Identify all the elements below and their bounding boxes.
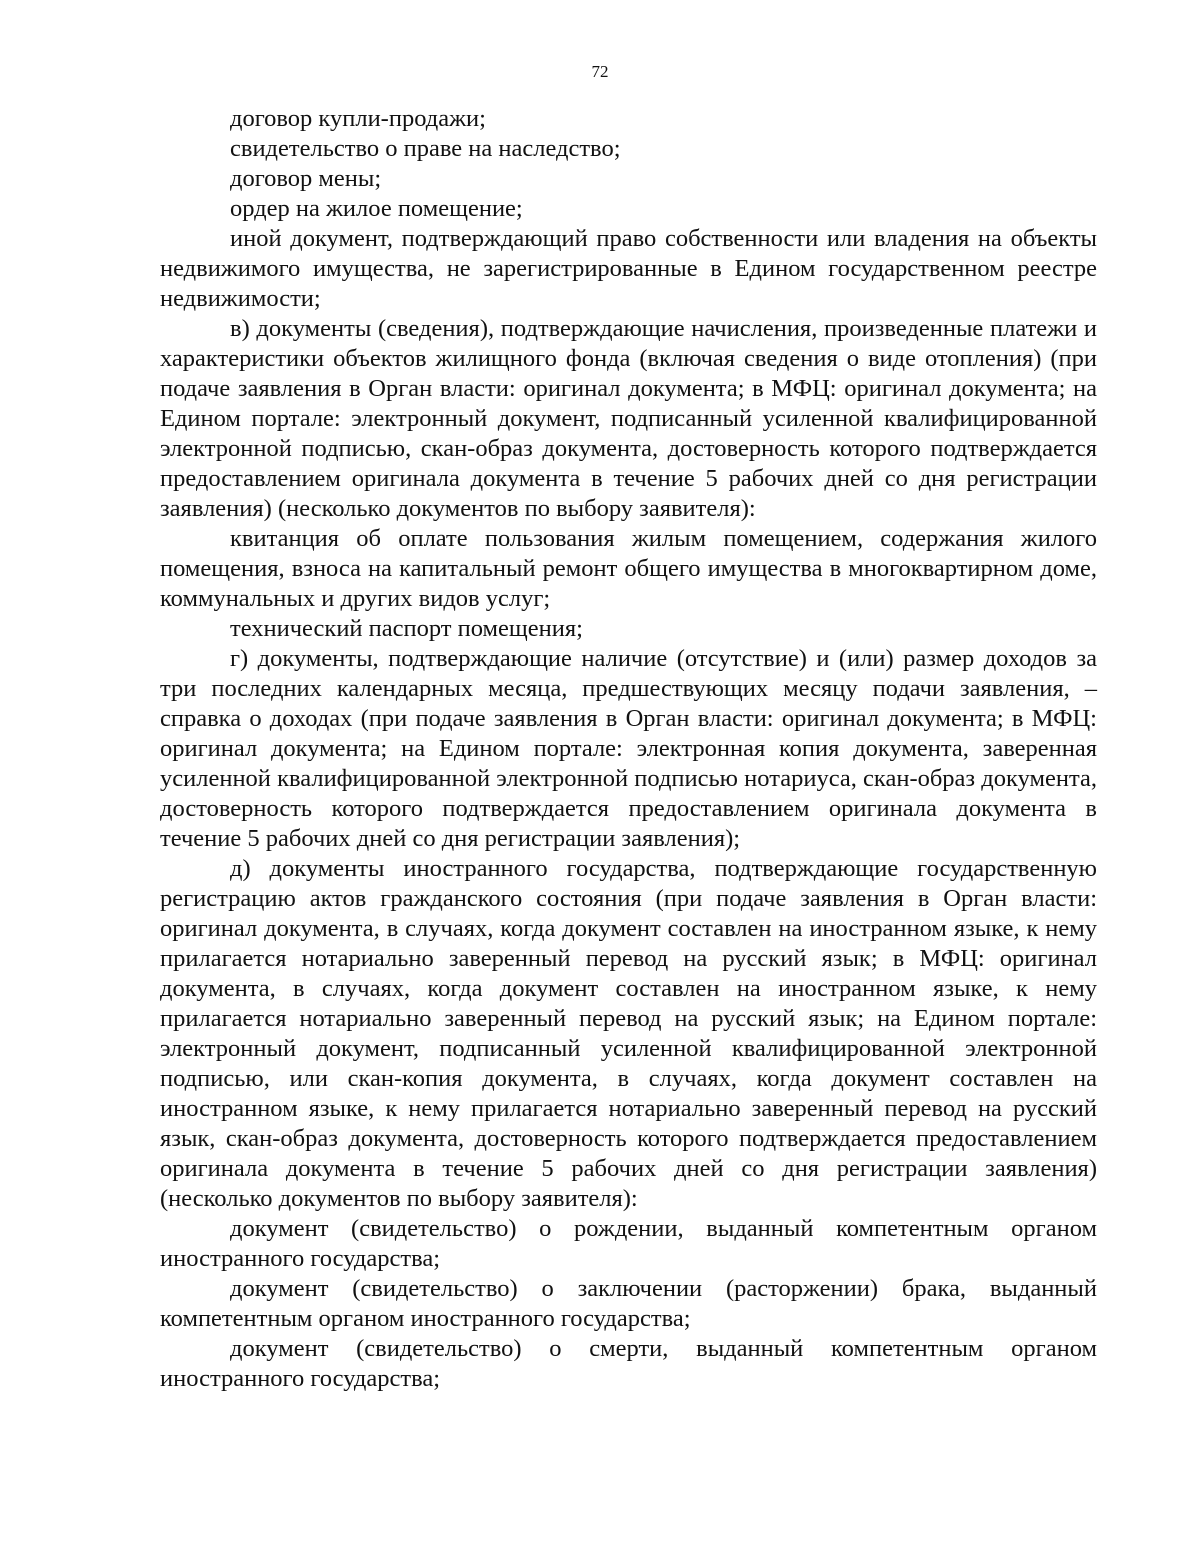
paragraph-item-g: г) документы, подтверждающие наличие (отсутствие) и (или) размер доходов за три последних календарных месяца, предшествующих месяцу подачи заявления, – справка о доходах (при подаче заявления в Орган власти: оригинал документа; в МФЦ: оригинал документа; на Едином портале: электронная копия документа, заверенная усиленной квалифицированной электронной подписью нотариуса, скан-образ документа, достоверность которого подтверждается предоставлением оригинала документа в течение 5 рабочих дней со дня регистрации заявления); bbox=[160, 645, 1097, 852]
paragraph-marriage-certificate: документ (свидетельство) о заключении (расторжении) брака, выданный компетентным органом иностранного государства; bbox=[160, 1275, 1097, 1332]
paragraph-payment-receipt: квитанция об оплате пользования жилым помещением, содержания жилого помещения, взноса на капитальный ремонт общего имущества в многоквартирном доме, коммунальных и других видов услуг; bbox=[160, 525, 1097, 612]
page-number: 72 bbox=[591, 62, 609, 81]
paragraph-housing-order: ордер на жилое помещение; bbox=[230, 195, 523, 222]
paragraph-technical-passport: технический паспорт помещения; bbox=[230, 615, 583, 642]
paragraph-other-ownership-document: иной документ, подтверждающий право собственности или владения на объекты недвижимого имущества, не зарегистрированные в Едином государственном реестре недвижимости; bbox=[160, 225, 1097, 312]
paragraph-birth-certificate: документ (свидетельство) о рождении, выданный компетентным органом иностранного государства; bbox=[160, 1215, 1097, 1272]
paragraph-exchange-agreement: договор мены; bbox=[230, 165, 382, 192]
document-body bbox=[160, 104, 1097, 1394]
paragraph-item-v: в) документы (сведения), подтверждающие начисления, произведенные платежи и характеристики объектов жилищного фонда (включая сведения о виде отопления) (при подаче заявления в Орган власти: оригинал документа; в МФЦ: оригинал документа; на Едином портале: электронный документ, подписанный усиленной квалифицированной электронной подписью, скан-образ документа, достоверность которого подтверждается предоставлением оригинала документа в течение 5 рабочих дней со дня регистрации заявления) (несколько документов по выбору заявителя): bbox=[160, 315, 1097, 522]
paragraph-purchase-agreement: договор купли-продажи; bbox=[230, 105, 486, 132]
paragraph-inheritance-certificate: свидетельство о праве на наследство; bbox=[230, 135, 621, 162]
paragraph-death-certificate: документ (свидетельство) о смерти, выданный компетентным органом иностранного государства; bbox=[160, 1335, 1097, 1392]
paragraph-item-d: д) документы иностранного государства, подтверждающие государственную регистрацию актов гражданского состояния (при подаче заявления в Орган власти: оригинал документа, в случаях, когда документ составлен на иностранном языке, к нему прилагается нотариально заверенный перевод на русский язык; в МФЦ: оригинал документа, в случаях, когда документ составлен на иностранном языке, к нему прилагается нотариально заверенный перевод на русский язык; на Едином портале: электронный документ, подписанный усиленной квалифицированной электронной подписью, или скан-копия документа, в случаях, когда документ составлен на иностранном языке, к нему прилагается нотариально заверенный перевод на русский язык, скан-образ документа, достоверность которого подтверждается предоставлением оригинала документа в течение 5 рабочих дней со дня регистрации заявления) (несколько документов по выбору заявителя): bbox=[160, 855, 1097, 1212]
